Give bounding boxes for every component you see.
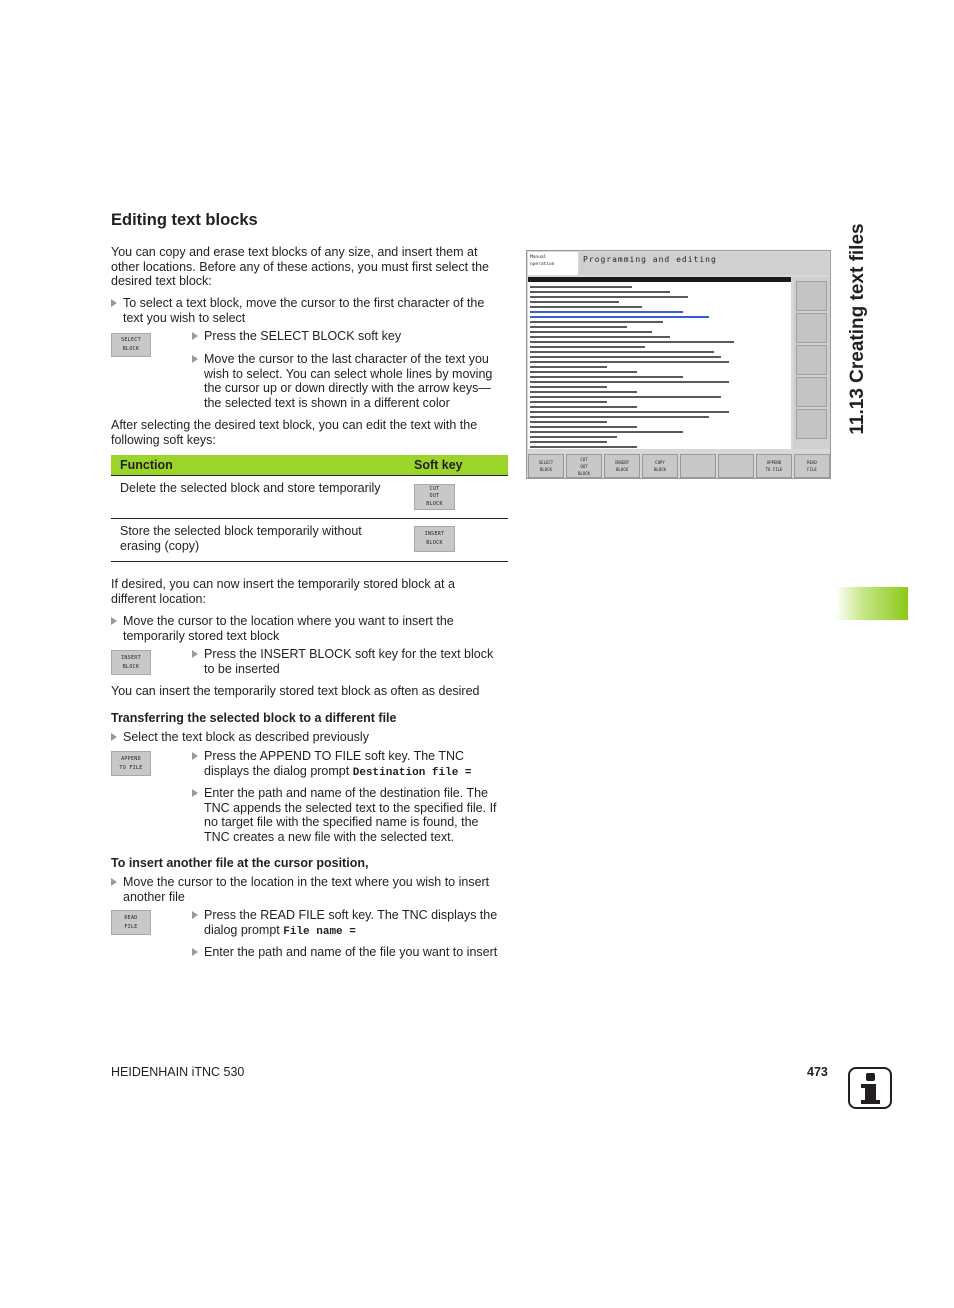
bullet-arrow-icon <box>192 355 198 363</box>
step-enter-destination: Enter the path and name of the destination file. The TNC appends the selected text to the specified file. If no target file with the specified name is found, the TNC creates a new file with the selected text. <box>192 786 512 844</box>
screen-mode-title: Programming and editing <box>579 252 829 275</box>
screen-softkey[interactable]: COPY BLOCK <box>642 454 678 478</box>
screen-status-bar <box>528 277 791 282</box>
side-softkey-feed[interactable] <box>796 377 827 407</box>
section-title-vertical: 11.13 Creating text files <box>847 223 868 435</box>
read-file-softkey[interactable]: READ FILE <box>111 910 151 935</box>
screen-softkey[interactable]: SELECT BLOCK <box>528 454 564 478</box>
step-press-read-file: Press the READ FILE soft key. The TNC displays the dialog prompt File name = <box>192 908 512 939</box>
after-select-paragraph: After selecting the desired text block, you can edit the text with the following soft keys: <box>111 418 478 447</box>
side-softkey-spindle[interactable] <box>796 409 827 439</box>
cut-out-block-softkey[interactable]: CUT OUT BLOCK <box>414 484 455 510</box>
bullet-arrow-icon <box>111 733 117 741</box>
insert-block-softkey[interactable]: INSERT BLOCK <box>111 650 151 675</box>
step-move-cursor-file: Move the cursor to the location in the text where you wish to insert another file <box>111 875 511 904</box>
bullet-arrow-icon <box>111 878 117 886</box>
insert-intro-paragraph: If desired, you can now insert the temporarily stored block at a different location: <box>111 577 455 606</box>
bullet-arrow-icon <box>192 789 198 797</box>
screen-side-softkeys <box>793 277 830 449</box>
bullet-arrow-icon <box>192 948 198 956</box>
screen-softkey[interactable]: APPEND TO FILE <box>756 454 792 478</box>
step-press-select-block: Press the SELECT BLOCK soft key <box>192 329 512 344</box>
step-enter-file-path: Enter the path and name of the file you want to insert <box>192 945 512 960</box>
insert-note: You can insert the temporarily stored text block as often as desired <box>111 684 480 698</box>
transfer-heading: Transferring the selected block to a different file <box>111 711 397 725</box>
step-press-insert-block: Press the INSERT BLOCK soft key for the text block to be inserted <box>192 647 512 676</box>
screen-softkey[interactable]: CUT OUT BLOCK <box>566 454 602 478</box>
step-press-append: Press the APPEND TO FILE soft key. The TNC displays the dialog prompt Destination file = <box>192 749 512 780</box>
info-icon <box>848 1067 892 1109</box>
dialog-prompt-destination: Destination file = <box>352 766 472 779</box>
step-move-cursor-end: Move the cursor to the last character of the text you wish to select. You can select whole lines by moving the cursor up or down directly with the arrow keys— the selected text is shown in a different color <box>192 352 512 410</box>
screen-softkey[interactable] <box>718 454 754 478</box>
select-block-softkey[interactable]: SELECT BLOCK <box>111 333 151 357</box>
table-row-copy-desc: Store the selected block temporarily without erasing (copy) <box>120 524 362 553</box>
step-select-start: To select a text block, move the cursor to the first character of the text you wish to select <box>111 296 511 325</box>
insert-file-heading: To insert another file at the cursor position, <box>111 856 369 870</box>
step-select-text-block: Select the text block as described previously <box>111 730 511 745</box>
tnc-screenshot <box>526 250 831 479</box>
table-rule <box>111 475 508 476</box>
bullet-arrow-icon <box>192 752 198 760</box>
screen-mode-small: Manual operation <box>528 252 578 275</box>
bullet-arrow-icon <box>192 650 198 658</box>
bullet-arrow-icon <box>192 911 198 919</box>
screen-program-listing <box>528 277 791 449</box>
bullet-arrow-icon <box>111 299 117 307</box>
table-row-cut-desc: Delete the selected block and store temporarily <box>120 481 381 495</box>
table-rule <box>111 518 508 519</box>
dialog-prompt-file-name: File name = <box>283 925 356 938</box>
page-number: 473 <box>807 1065 828 1079</box>
side-softkey-t[interactable] <box>796 345 827 375</box>
bullet-arrow-icon <box>111 617 117 625</box>
table-rule <box>111 561 508 562</box>
insert-block-softkey-table[interactable]: INSERT BLOCK <box>414 526 455 552</box>
append-to-file-softkey[interactable]: APPEND TO FILE <box>111 751 151 776</box>
page-heading: Editing text blocks <box>111 211 258 229</box>
program-line <box>530 444 785 449</box>
softkey-table-header: Function Soft key <box>111 455 508 475</box>
side-softkey-s[interactable] <box>796 313 827 343</box>
step-move-cursor-insert: Move the cursor to the location where you want to insert the temporarily stored text block <box>111 614 511 643</box>
intro-paragraph: You can copy and erase text blocks of any size, and insert them at other locations. Before any of these actions, you must first select the desired text block: <box>111 245 489 289</box>
screen-softkey[interactable]: INSERT BLOCK <box>604 454 640 478</box>
bullet-arrow-icon <box>192 332 198 340</box>
screen-softkey-row <box>528 454 830 478</box>
footer-manual-name: HEIDENHAIN iTNC 530 <box>111 1065 245 1079</box>
screen-softkey[interactable] <box>680 454 716 478</box>
side-softkey-m[interactable] <box>796 281 827 311</box>
chapter-tab-marker <box>836 587 908 620</box>
screen-softkey[interactable]: READ FILE <box>794 454 830 478</box>
